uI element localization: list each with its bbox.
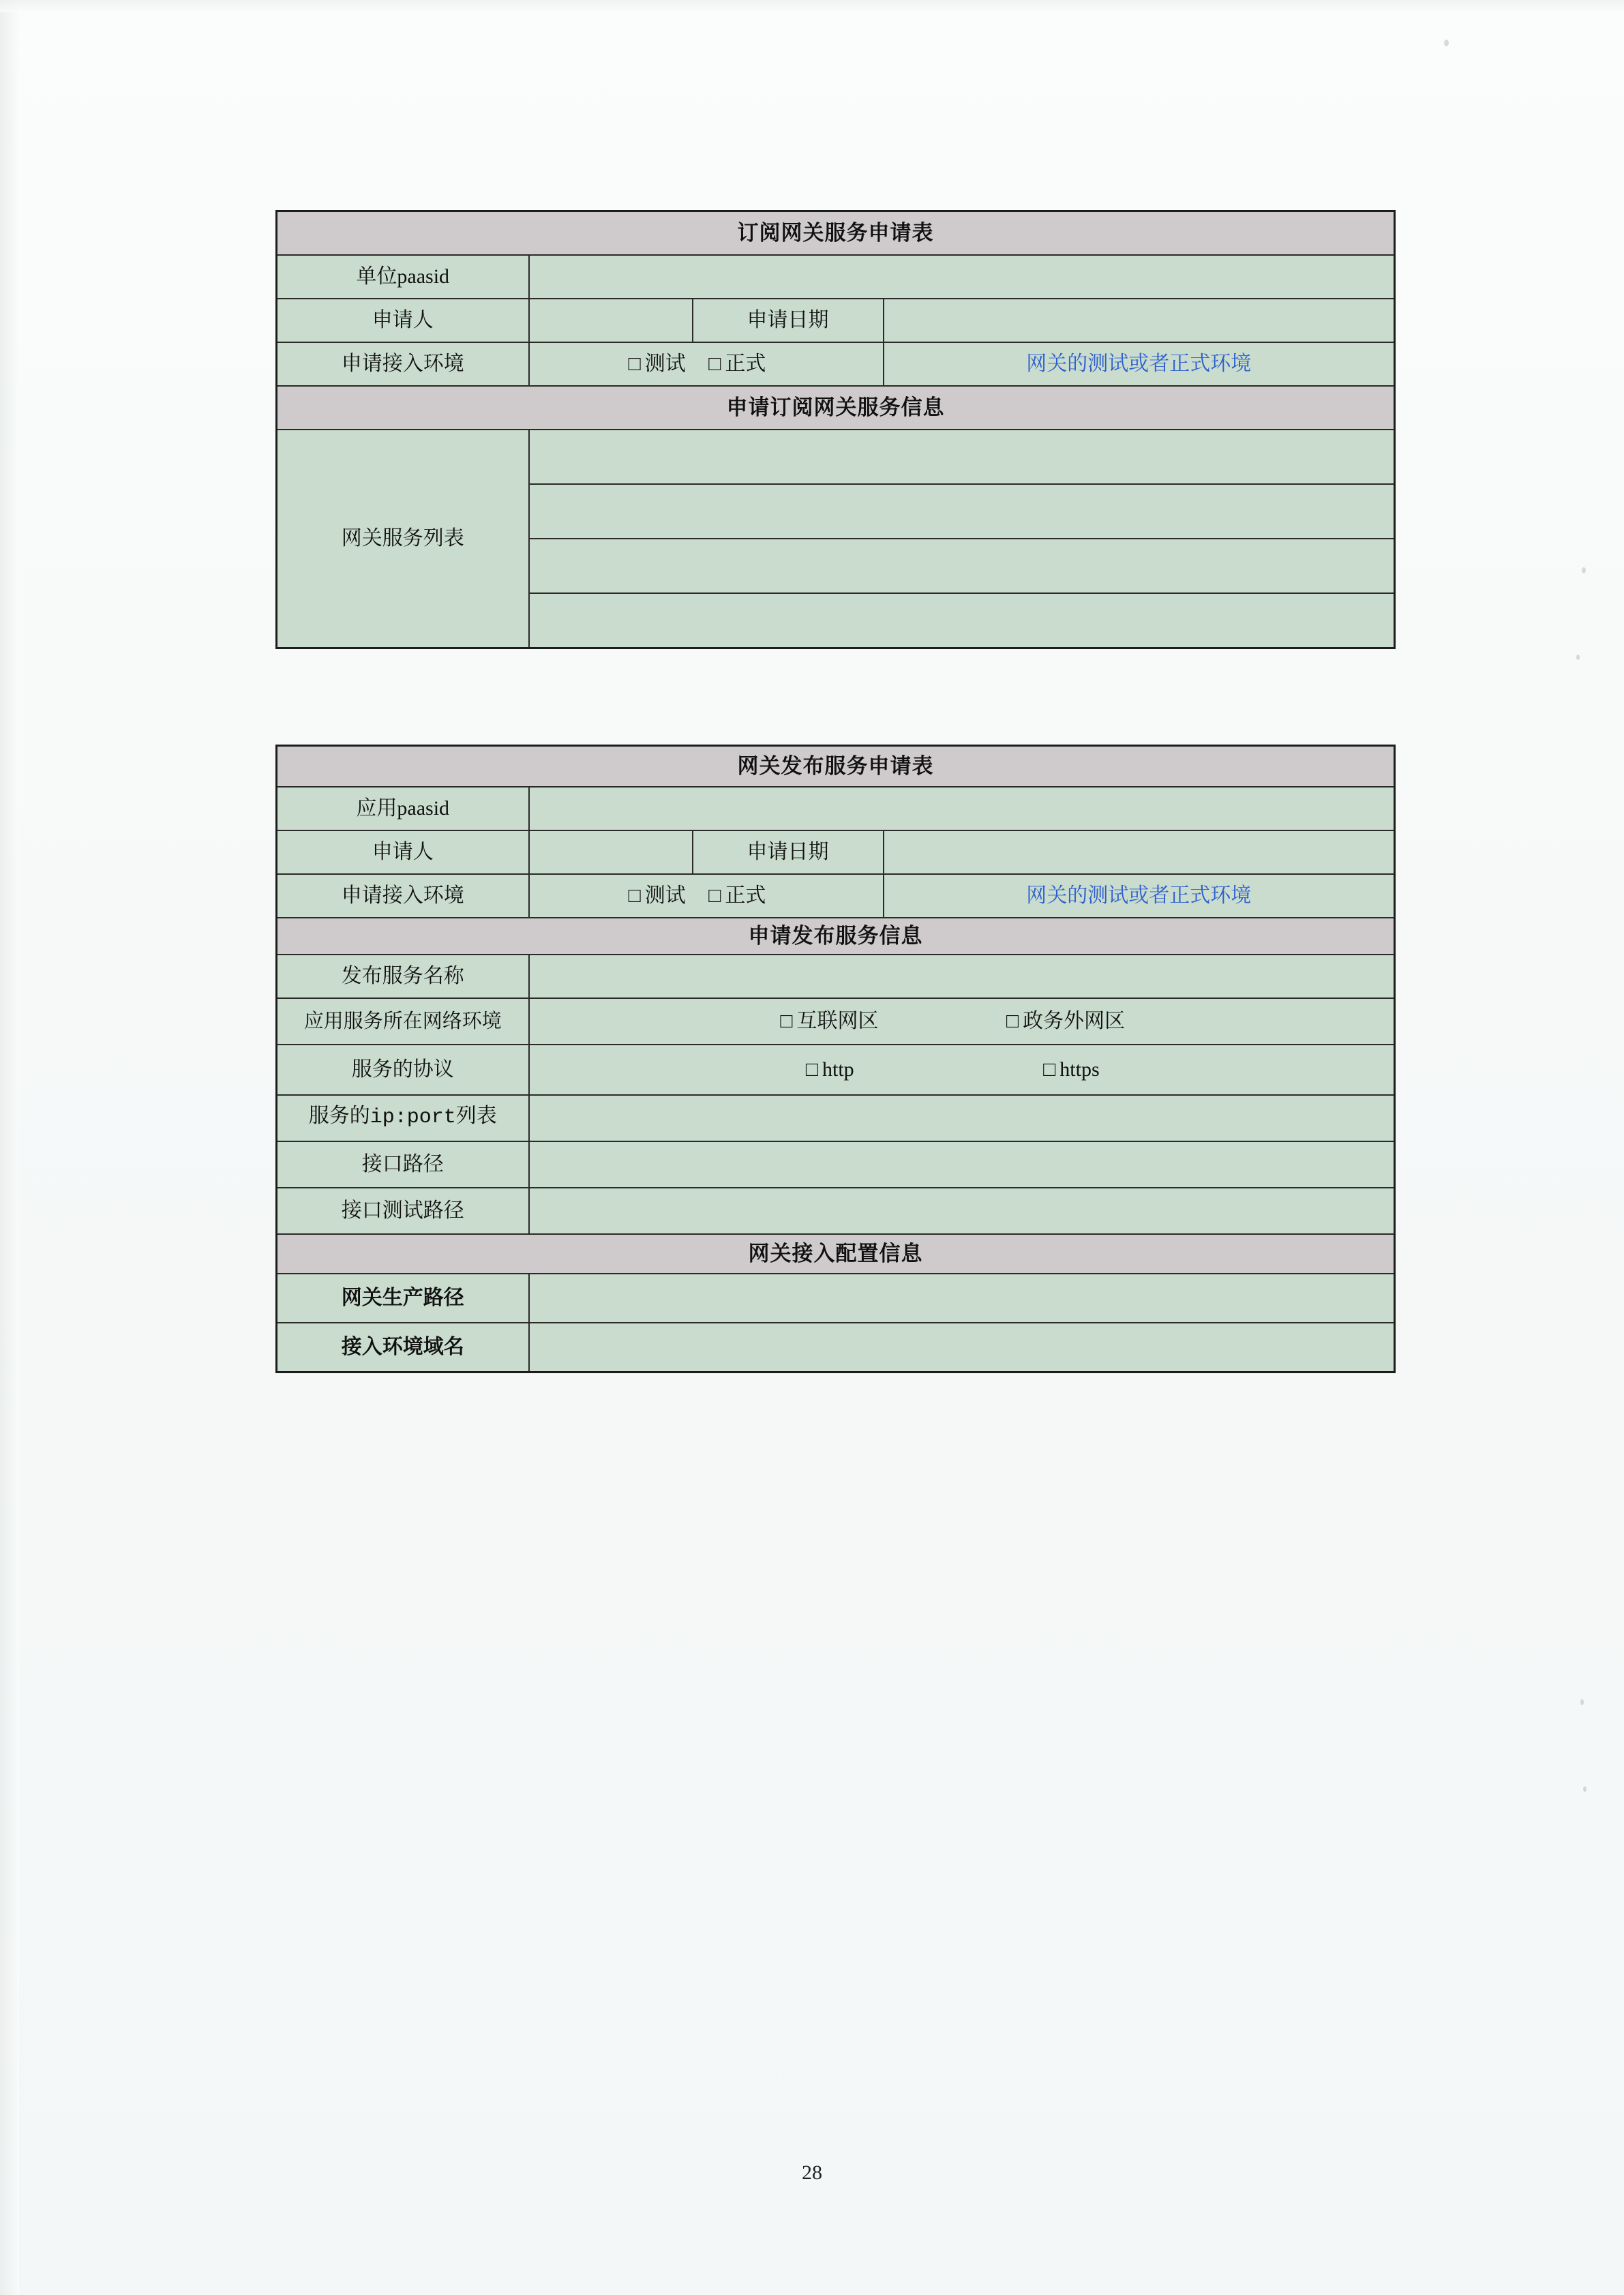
table-one-title: 订阅网关服务申请表 — [277, 211, 1395, 256]
env-option-test[interactable] — [629, 351, 686, 377]
access-env-label: 申请接入环境 — [277, 342, 529, 386]
table-two-title: 网关发布服务申请表 — [277, 746, 1395, 787]
protocol-option-http[interactable] — [806, 1057, 854, 1083]
paasid-label: 单位paasid — [277, 255, 529, 299]
network-option-internet-label: 互联网区 — [796, 1010, 879, 1033]
publish-application-table — [275, 745, 1396, 1373]
table-row — [277, 342, 1395, 386]
service-list-row-3[interactable] — [529, 539, 1395, 593]
subscription-section-header: 申请订阅网关服务信息 — [277, 386, 1395, 430]
app-paasid-label: 应用paasid — [277, 787, 529, 830]
subscription-application-table — [275, 210, 1396, 649]
apply-date-value-field[interactable] — [884, 299, 1395, 342]
env-option-formal[interactable] — [708, 351, 766, 377]
checkbox-icon[interactable]: □ — [1043, 1058, 1056, 1081]
env-option-test-label: 测试 — [644, 884, 686, 907]
table-row — [277, 430, 1395, 484]
protocol-label: 服务的协议 — [277, 1045, 529, 1095]
table-row — [277, 874, 1395, 918]
apply-date-label: 申请日期 — [693, 299, 884, 342]
applicant-value-field[interactable] — [529, 830, 693, 874]
table-row — [277, 918, 1395, 955]
api-path-value-field[interactable] — [529, 1141, 1395, 1188]
network-env-label: 应用服务所在网络环境 — [277, 998, 529, 1045]
applicant-label: 申请人 — [277, 299, 529, 342]
env-option-test[interactable] — [629, 883, 686, 909]
access-env-options — [529, 874, 884, 918]
api-path-label: 接口路径 — [277, 1141, 529, 1188]
checkbox-icon[interactable]: □ — [1006, 1010, 1019, 1033]
table-row — [277, 1141, 1395, 1188]
gateway-prod-path-label: 网关生产路径 — [277, 1274, 529, 1323]
checkbox-icon[interactable]: □ — [708, 352, 721, 376]
paasid-value-field[interactable] — [529, 255, 1395, 299]
gateway-section-header: 网关接入配置信息 — [277, 1234, 1395, 1274]
apply-date-label: 申请日期 — [693, 830, 884, 874]
checkbox-icon[interactable]: □ — [805, 1058, 818, 1081]
service-list-label: 网关服务列表 — [277, 430, 529, 648]
service-list-row-4[interactable] — [529, 593, 1395, 648]
ipport-label: 服务的ip:port列表 — [277, 1095, 529, 1141]
checkbox-icon[interactable]: □ — [628, 884, 641, 907]
env-option-formal-label: 正式 — [725, 352, 766, 376]
table-row — [277, 299, 1395, 342]
service-list-row-2[interactable] — [529, 484, 1395, 539]
app-paasid-value-field[interactable] — [529, 787, 1395, 830]
access-domain-label: 接入环境域名 — [277, 1323, 529, 1372]
table-row — [277, 787, 1395, 830]
api-test-path-label: 接口测试路径 — [277, 1188, 529, 1234]
table-row — [277, 1045, 1395, 1095]
table-row — [277, 830, 1395, 874]
protocol-option-https[interactable] — [1043, 1057, 1099, 1083]
service-list-row-1[interactable] — [529, 430, 1395, 484]
env-note: 网关的测试或者正式环境 — [1026, 352, 1252, 376]
network-option-internet[interactable] — [780, 1008, 878, 1034]
env-note-cell — [884, 342, 1395, 386]
protocol-options — [529, 1045, 1395, 1095]
table-row — [277, 955, 1395, 998]
table-row — [277, 746, 1395, 787]
checkbox-icon[interactable]: □ — [708, 884, 721, 907]
env-note-cell — [884, 874, 1395, 918]
table-row — [277, 255, 1395, 299]
table-row — [277, 1323, 1395, 1372]
table-row — [277, 1095, 1395, 1141]
checkbox-icon[interactable]: □ — [628, 352, 641, 376]
table-row — [277, 211, 1395, 256]
network-option-gov[interactable] — [1006, 1008, 1125, 1034]
network-option-gov-label: 政务外网区 — [1023, 1010, 1126, 1033]
table-row — [277, 1188, 1395, 1234]
network-env-options — [529, 998, 1395, 1045]
access-domain-field[interactable] — [529, 1323, 1395, 1372]
table-row — [277, 386, 1395, 430]
publish-service-name-field[interactable] — [529, 955, 1395, 998]
env-option-formal-label: 正式 — [725, 884, 766, 907]
access-env-options — [529, 342, 884, 386]
env-option-test-label: 测试 — [644, 352, 686, 376]
env-note: 网关的测试或者正式环境 — [1026, 884, 1252, 907]
table-row — [277, 1274, 1395, 1323]
protocol-option-http-label: http — [822, 1058, 854, 1081]
api-test-path-value-field[interactable] — [529, 1188, 1395, 1234]
env-option-formal[interactable] — [708, 883, 766, 909]
publish-section-header: 申请发布服务信息 — [277, 918, 1395, 955]
checkbox-icon[interactable]: □ — [780, 1010, 793, 1033]
protocol-option-https-label: https — [1059, 1058, 1100, 1081]
page-number: 28 — [802, 2161, 822, 2184]
applicant-label: 申请人 — [277, 830, 529, 874]
apply-date-value-field[interactable] — [884, 830, 1395, 874]
table-row — [277, 1234, 1395, 1274]
gateway-prod-path-field[interactable] — [529, 1274, 1395, 1323]
ipport-value-field[interactable] — [529, 1095, 1395, 1141]
access-env-label: 申请接入环境 — [277, 874, 529, 918]
applicant-value-field[interactable] — [529, 299, 693, 342]
table-row — [277, 998, 1395, 1045]
publish-service-name-label: 发布服务名称 — [277, 955, 529, 998]
